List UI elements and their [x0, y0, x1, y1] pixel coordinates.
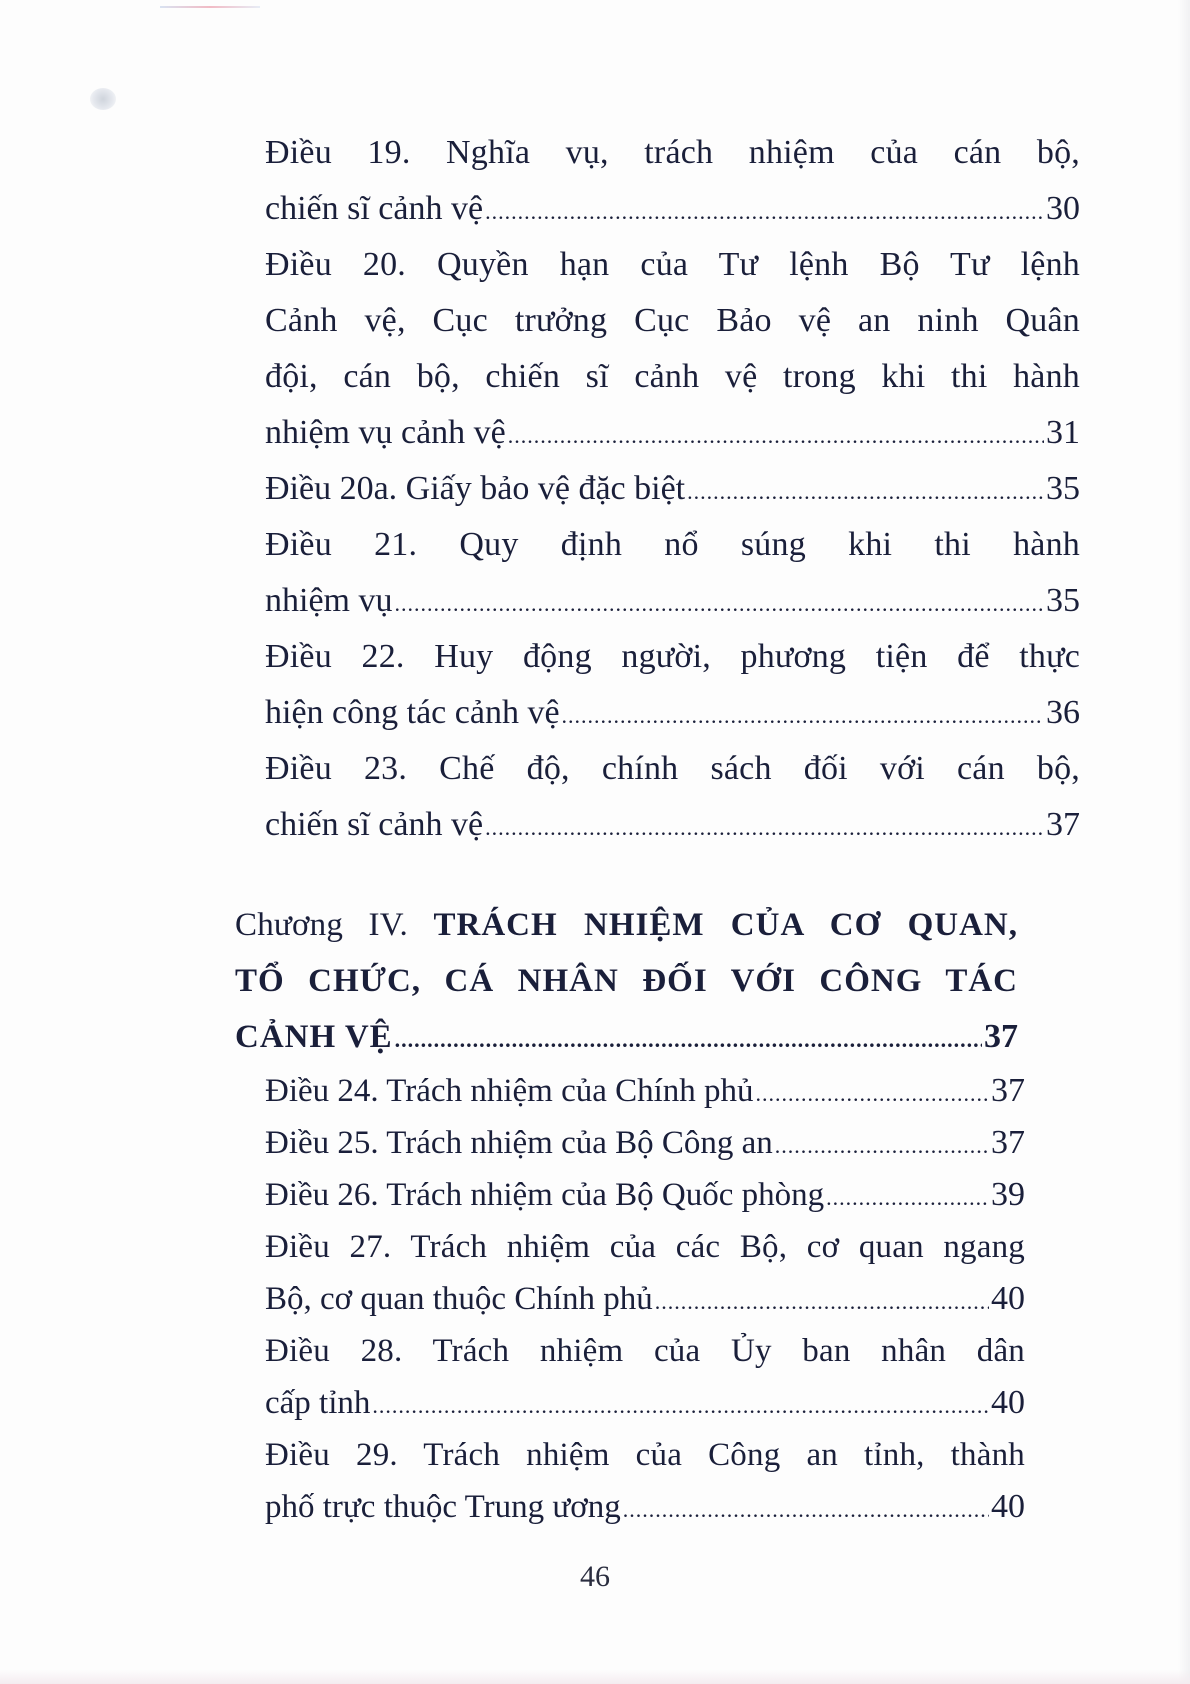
chapter-title-line-2: TỔ CHỨC, CÁ NHÂN ĐỐI VỚI CÔNG TÁC [235, 963, 1018, 999]
toc-entry-text: Điều 23. Chế độ, chính sách đối với cán bộ, [265, 750, 1080, 787]
dot-leader [756, 1068, 989, 1120]
toc-entry-article-25[interactable] [265, 1117, 1025, 1169]
toc-entry-article-28[interactable] [265, 1325, 1025, 1429]
toc-entry-text: nhiệm vụ [265, 582, 393, 619]
toc-entry-article-22[interactable] [265, 629, 1080, 741]
toc-entry-last-line [265, 685, 1080, 741]
chapter-title-line-1 [235, 897, 1018, 953]
toc-entry-article-29[interactable] [265, 1429, 1025, 1533]
toc-entry-article-21[interactable] [265, 517, 1080, 629]
page-bottom-edge [0, 1670, 1190, 1684]
toc-entry-last-line [265, 181, 1080, 237]
toc-entry-last-line [265, 1273, 1025, 1325]
toc-entry-article-23[interactable] [265, 741, 1080, 853]
toc-entry-last-line [265, 573, 1080, 629]
chapter-title-end: CẢNH VỆ [235, 1019, 393, 1055]
toc-entry-text: đội, cán bộ, chiến sĩ cảnh vệ trong khi thi hành [265, 358, 1080, 395]
toc-page-number: 40 [991, 1384, 1025, 1421]
toc-page-number: 36 [1046, 694, 1080, 731]
toc-entry-article-20[interactable] [265, 237, 1080, 461]
toc-entry-article-26[interactable] [265, 1169, 1025, 1221]
toc-entry-text: cấp tỉnh [265, 1385, 371, 1421]
page-edge-mark [160, 6, 260, 8]
toc-chapter-4[interactable] [235, 897, 1018, 1065]
toc-entry-text: Điều 27. Trách nhiệm của các Bộ, cơ quan ngang [265, 1229, 1025, 1265]
toc-entry-text: Điều 19. Nghĩa vụ, trách nhiệm của cán bộ, [265, 134, 1080, 171]
dot-leader [562, 688, 1044, 744]
toc-entry-text: Bộ, cơ quan thuộc Chính phủ [265, 1281, 653, 1317]
toc-page-number: 37 [1046, 806, 1080, 843]
toc-entry-text: Điều 25. Trách nhiệm của Bộ Công an [265, 1125, 773, 1161]
toc-entry-text: chiến sĩ cảnh vệ [265, 190, 484, 227]
page-right-edge [1178, 0, 1190, 1684]
toc-entry-article-27[interactable] [265, 1221, 1025, 1325]
scan-smudge [90, 88, 116, 110]
toc-entry-text: phố trực thuộc Trung ương [265, 1489, 621, 1525]
toc-page-number: 37 [991, 1124, 1025, 1161]
toc-page-number: 40 [991, 1280, 1025, 1317]
dot-leader [394, 576, 1044, 632]
toc-page-number: 35 [1046, 582, 1080, 619]
toc-entry-last-line [265, 461, 1080, 517]
toc-entry-text: Cảnh vệ, Cục trưởng Cục Bảo vệ an ninh Quân [265, 302, 1080, 339]
toc-page-number: 30 [1046, 190, 1080, 227]
dot-leader [826, 1172, 989, 1224]
toc-entry-text: chiến sĩ cảnh vệ [265, 806, 484, 843]
toc-entry-text: Điều 29. Trách nhiệm của Công an tỉnh, thành [265, 1437, 1025, 1473]
toc-entry-text: Điều 20a. Giấy bảo vệ đặc biệt [265, 470, 686, 507]
toc-entry-text: nhiệm vụ cảnh vệ [265, 414, 506, 451]
chapter-4-articles [265, 1065, 1025, 1533]
toc-page-number: 37 [984, 1018, 1018, 1055]
page-number: 46 [580, 1560, 610, 1593]
toc-entry-article-20a[interactable] [265, 461, 1080, 517]
toc-entry-text: Điều 20. Quyền hạn của Tư lệnh Bộ Tư lệnh [265, 246, 1080, 283]
toc-entry-last-line [235, 1009, 1018, 1065]
toc-entry-last-line [265, 1481, 1025, 1533]
toc-page-number: 35 [1046, 470, 1080, 507]
dot-leader [623, 1484, 989, 1536]
toc-entry-last-line [265, 797, 1080, 853]
toc-page-number: 40 [991, 1488, 1025, 1525]
dot-leader [485, 800, 1044, 856]
dot-leader [775, 1120, 989, 1172]
toc-entry-last-line [265, 1169, 1025, 1221]
dot-leader [655, 1276, 989, 1328]
toc-page-number: 31 [1046, 414, 1080, 451]
toc-page-number: 37 [991, 1072, 1025, 1109]
toc-entry-last-line [265, 1377, 1025, 1429]
toc-entry-last-line [265, 1065, 1025, 1117]
toc-entry-article-24[interactable] [265, 1065, 1025, 1117]
toc-entry-text: Điều 24. Trách nhiệm của Chính phủ [265, 1073, 754, 1109]
table-of-contents [235, 125, 1080, 1533]
toc-entry-last-line [265, 1117, 1025, 1169]
chapter-title: TRÁCH NHIỆM CỦA CƠ QUAN, [433, 907, 1019, 943]
toc-entry-text: Điều 21. Quy định nổ súng khi thi hành [265, 526, 1080, 563]
toc-entry-last-line [265, 405, 1080, 461]
toc-entry-text: Điều 26. Trách nhiệm của Bộ Quốc phòng [265, 1177, 825, 1213]
toc-entry-article-19[interactable] [265, 125, 1080, 237]
dot-leader [395, 1012, 982, 1068]
dot-leader [372, 1380, 989, 1432]
toc-entry-text: Điều 22. Huy động người, phương tiện để thực [265, 638, 1080, 675]
dot-leader [687, 464, 1044, 520]
toc-entry-text: Điều 28. Trách nhiệm của Ủy ban nhân dân [265, 1333, 1025, 1369]
dot-leader [485, 184, 1044, 240]
dot-leader [508, 408, 1044, 464]
chapter-prefix: Chương IV. [235, 907, 408, 943]
toc-entry-text: hiện công tác cảnh vệ [265, 694, 560, 731]
toc-page-number: 39 [991, 1176, 1025, 1213]
